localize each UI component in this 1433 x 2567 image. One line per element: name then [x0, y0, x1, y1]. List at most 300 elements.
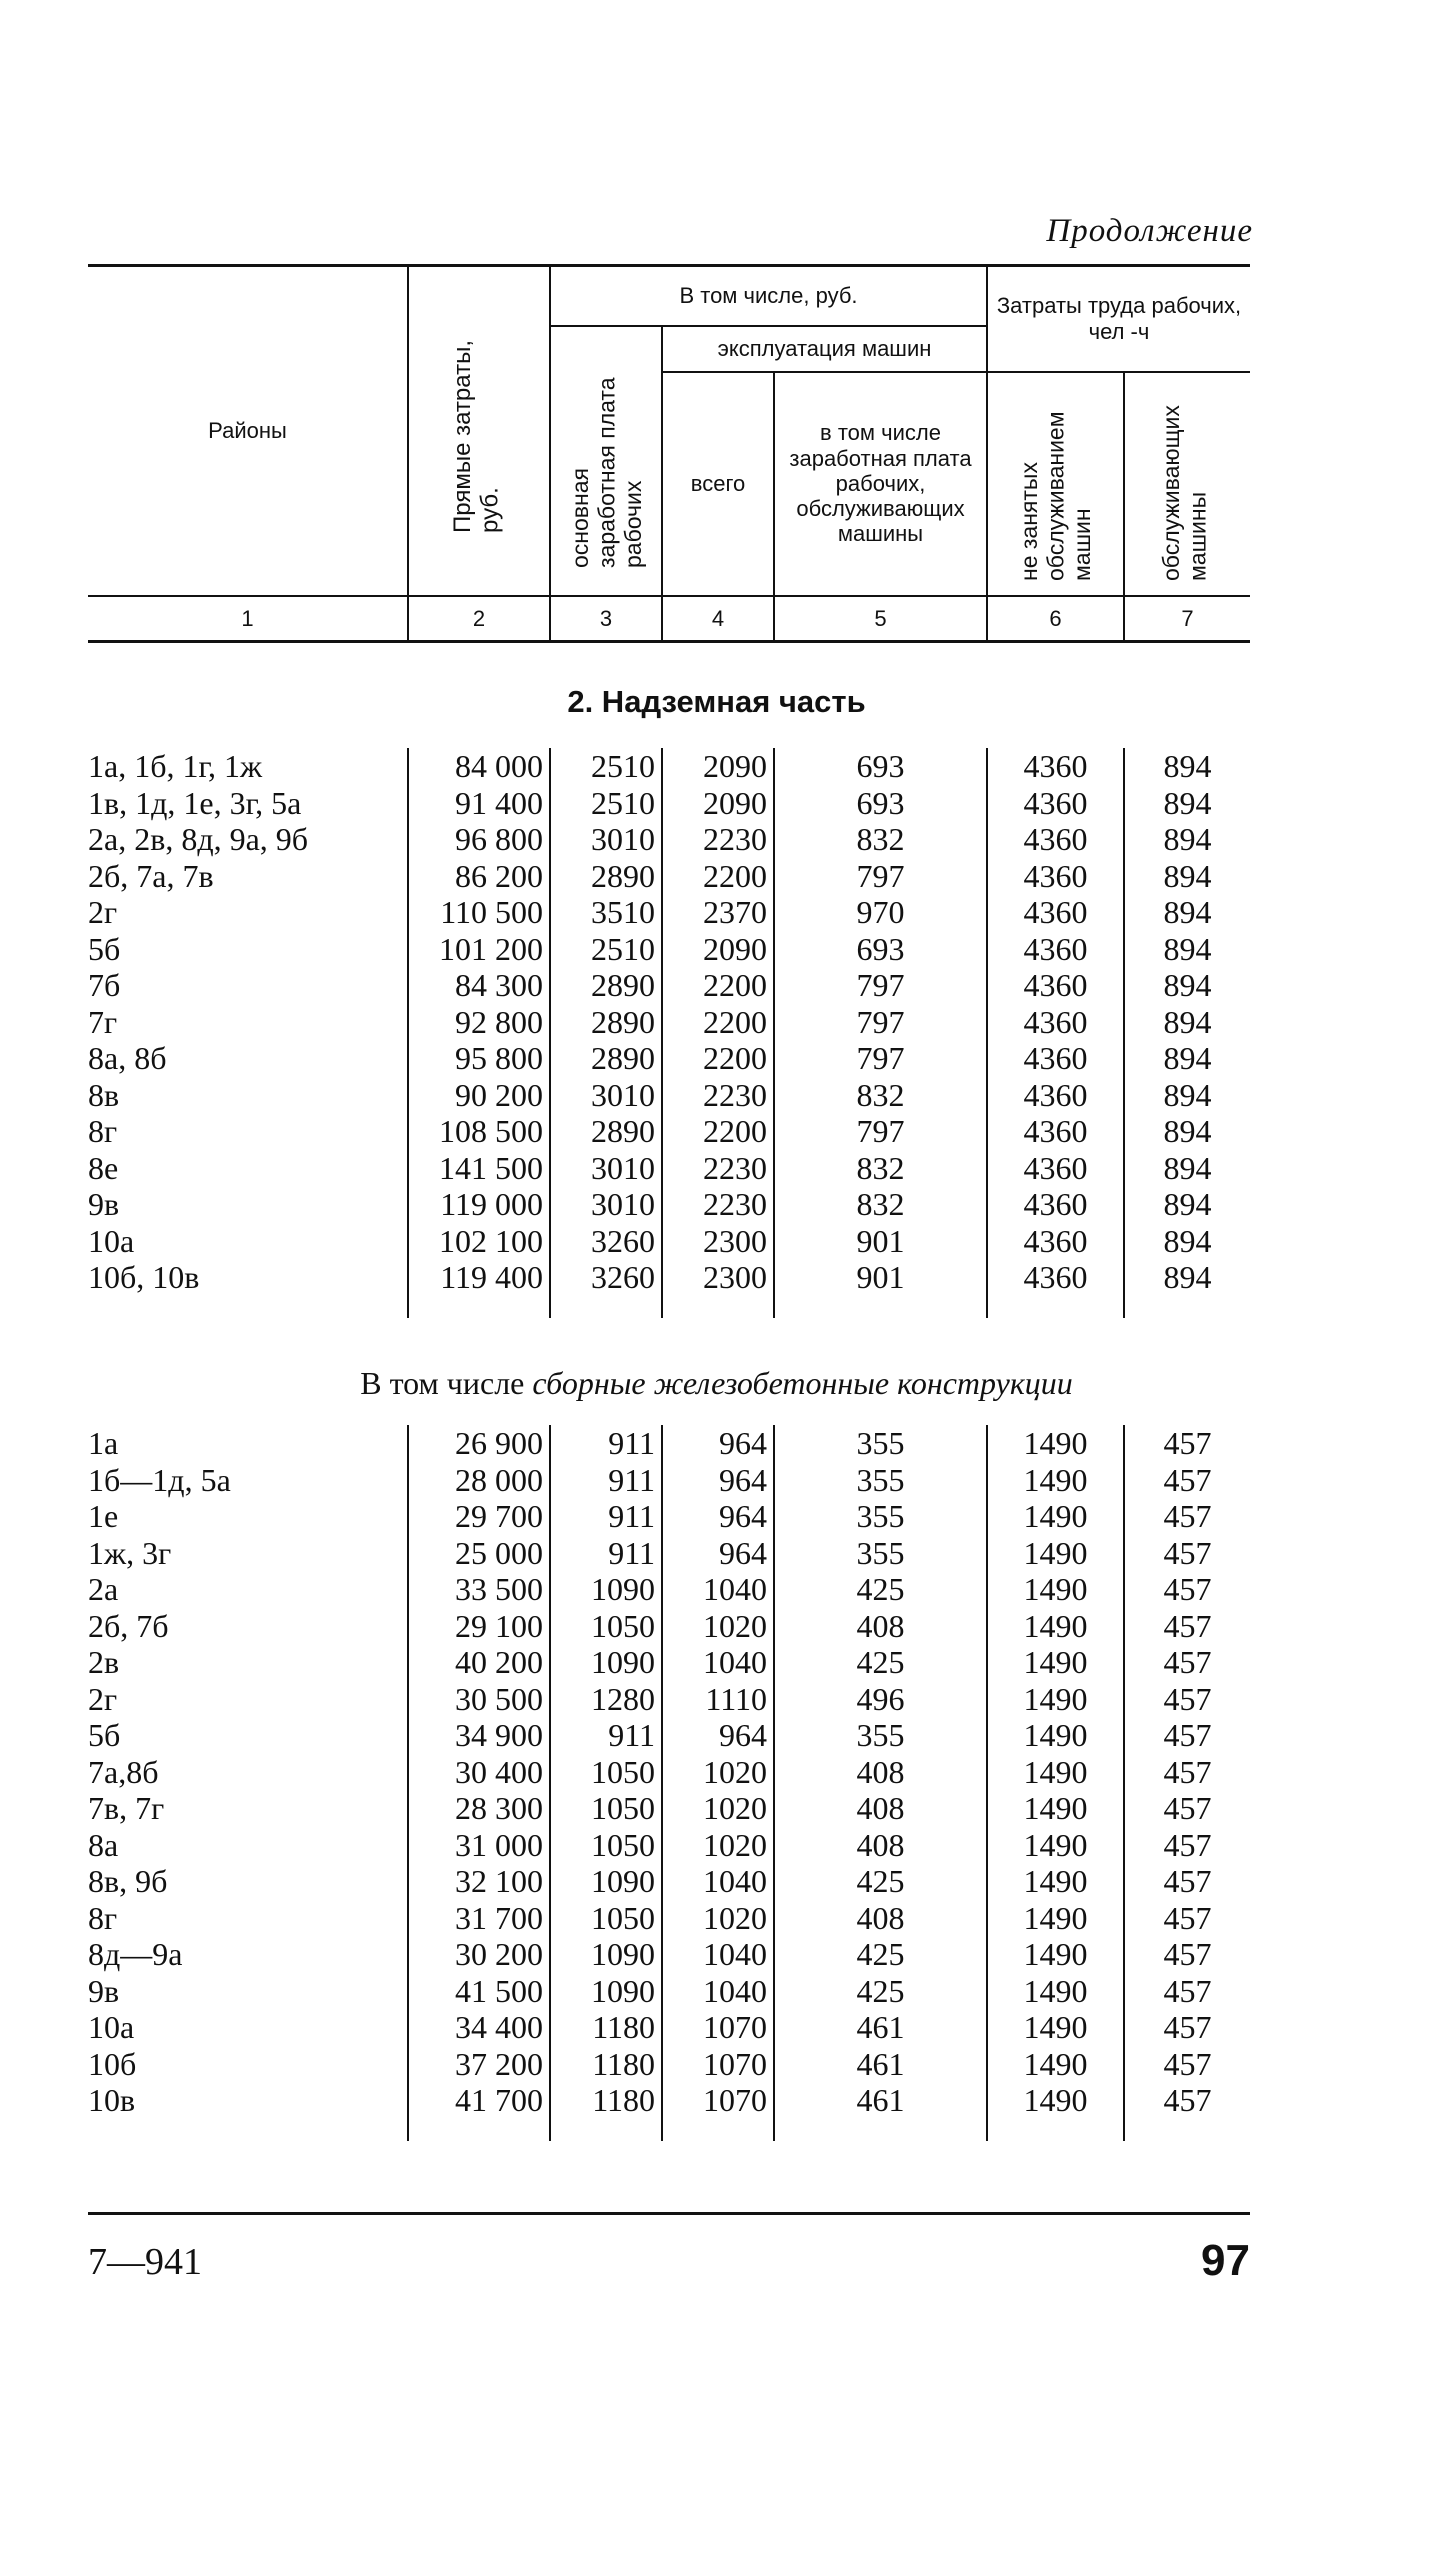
value-cell: 1490	[987, 1973, 1124, 2010]
value-cell: 894	[1124, 931, 1250, 968]
value-cell: 1490	[987, 1754, 1124, 1791]
value-cell: 1020	[662, 1827, 774, 1864]
value-cell: 2090	[662, 748, 774, 785]
value-cell: 2890	[550, 1040, 662, 1077]
value-cell: 693	[774, 748, 987, 785]
value-cell: 797	[774, 967, 987, 1004]
value-cell: 1050	[550, 1790, 662, 1827]
value-cell: 457	[1124, 1608, 1250, 1645]
region-cell: 2б, 7б	[88, 1607, 169, 1644]
table-row	[88, 1936, 1250, 1973]
header-group-labor: Затраты труда рабочих, чел -ч	[987, 266, 1250, 372]
value-cell: 3260	[550, 1259, 662, 1296]
value-cell: 832	[774, 1186, 987, 1223]
column-number: 2	[408, 596, 550, 642]
table-row	[88, 1040, 1250, 1077]
value-cell: 901	[774, 1259, 987, 1296]
value-cell: 2200	[662, 1113, 774, 1150]
value-cell: 911	[550, 1462, 662, 1499]
table-row	[88, 748, 1250, 785]
value-cell: 96 800	[408, 821, 550, 858]
value-cell: 40 200	[408, 1644, 550, 1681]
value-cell: 1040	[662, 1571, 774, 1608]
value-cell: 3010	[550, 1186, 662, 1223]
region-cell: 8г	[88, 1113, 118, 1149]
value-cell: 30 200	[408, 1936, 550, 1973]
value-cell: 2370	[662, 894, 774, 931]
value-cell: 457	[1124, 2046, 1250, 2083]
value-cell: 2200	[662, 1040, 774, 1077]
value-cell: 84 000	[408, 748, 550, 785]
table-row	[88, 1754, 1250, 1791]
value-cell: 457	[1124, 2082, 1250, 2119]
value-cell: 4360	[987, 1186, 1124, 1223]
value-cell: 4360	[987, 967, 1124, 1004]
value-cell: 25 000	[408, 1535, 550, 1572]
value-cell: 797	[774, 1040, 987, 1077]
value-cell: 2890	[550, 858, 662, 895]
value-cell: 894	[1124, 967, 1250, 1004]
header-base-wage	[550, 326, 662, 596]
header-direct-costs-text: Прямые затраты, руб.	[449, 340, 504, 534]
value-cell: 2090	[662, 785, 774, 822]
value-cell: 102 100	[408, 1223, 550, 1260]
value-cell: 797	[774, 858, 987, 895]
region-cell: 10в	[88, 2082, 136, 2118]
section1-title: 2. Надземная часть	[567, 684, 866, 719]
region-cell: 2в	[88, 1644, 120, 1680]
value-cell: 3510	[550, 894, 662, 931]
value-cell: 355	[774, 1498, 987, 1535]
value-cell: 1040	[662, 1973, 774, 2010]
footer-rule	[88, 2212, 1250, 2215]
table-header	[88, 264, 1250, 643]
region-cell: 5б	[88, 930, 121, 967]
value-cell: 3010	[550, 1150, 662, 1187]
column-number: 3	[550, 596, 662, 642]
value-cell: 797	[774, 1113, 987, 1150]
table-row	[88, 2009, 1250, 2046]
value-cell: 4360	[987, 894, 1124, 931]
value-cell: 457	[1124, 1462, 1250, 1499]
value-cell: 1070	[662, 2046, 774, 2083]
value-cell: 1490	[987, 1425, 1124, 1462]
value-cell: 4360	[987, 858, 1124, 895]
value-cell: 408	[774, 1754, 987, 1791]
region-cell: 7а,8б	[88, 1753, 159, 1790]
spacer-row	[88, 2119, 1250, 2141]
region-cell: 9в	[88, 1972, 120, 2009]
table-row	[88, 1425, 1250, 1462]
value-cell: 1490	[987, 2009, 1124, 2046]
value-cell: 1070	[662, 2009, 774, 2046]
section2-title-plain: В том числе	[360, 1365, 525, 1401]
value-cell: 832	[774, 821, 987, 858]
value-cell: 894	[1124, 785, 1250, 822]
value-cell: 1490	[987, 1827, 1124, 1864]
region-cell: 2г	[88, 1680, 118, 1717]
value-cell: 457	[1124, 1681, 1250, 1718]
value-cell: 4360	[987, 1004, 1124, 1041]
value-cell: 1020	[662, 1754, 774, 1791]
value-cell: 964	[662, 1498, 774, 1535]
value-cell: 457	[1124, 1790, 1250, 1827]
value-cell: 894	[1124, 858, 1250, 895]
region-cell: 8д—9а	[88, 1936, 183, 1972]
value-cell: 894	[1124, 1040, 1250, 1077]
header-machine-operator-wage: в том числе заработная плата рабочих, обслуживающих машины	[774, 372, 987, 596]
value-cell: 693	[774, 785, 987, 822]
value-cell: 970	[774, 894, 987, 931]
value-cell: 797	[774, 1004, 987, 1041]
value-cell: 34 400	[408, 2009, 550, 2046]
value-cell: 2230	[662, 821, 774, 858]
table-row	[88, 1827, 1250, 1864]
value-cell: 425	[774, 1571, 987, 1608]
table-row	[88, 1462, 1250, 1499]
value-cell: 2200	[662, 1004, 774, 1041]
value-cell: 457	[1124, 1863, 1250, 1900]
value-cell: 894	[1124, 748, 1250, 785]
value-cell: 2510	[550, 785, 662, 822]
spacer-row	[88, 1296, 1250, 1318]
region-cell: 8в, 9б	[88, 1863, 168, 1899]
continuation-label: Продолжение	[1046, 213, 1253, 249]
value-cell: 457	[1124, 1535, 1250, 1572]
region-cell: 1б—1д, 5а	[88, 1461, 231, 1498]
value-cell: 1490	[987, 1535, 1124, 1572]
value-cell: 1490	[987, 1936, 1124, 1973]
value-cell: 461	[774, 2082, 987, 2119]
value-cell: 894	[1124, 1004, 1250, 1041]
value-cell: 457	[1124, 1936, 1250, 1973]
value-cell: 119 400	[408, 1259, 550, 1296]
value-cell: 28 000	[408, 1462, 550, 1499]
value-cell: 2200	[662, 967, 774, 1004]
value-cell: 31 700	[408, 1900, 550, 1937]
value-cell: 1090	[550, 1644, 662, 1681]
value-cell: 894	[1124, 1113, 1250, 1150]
header-group-machines: эксплуатация машин	[662, 326, 987, 372]
value-cell: 91 400	[408, 785, 550, 822]
value-cell: 408	[774, 1827, 987, 1864]
value-cell: 90 200	[408, 1077, 550, 1114]
value-cell: 1110	[662, 1681, 774, 1718]
value-cell: 4360	[987, 785, 1124, 822]
value-cell: 2890	[550, 1004, 662, 1041]
table-row	[88, 1535, 1250, 1572]
value-cell: 2890	[550, 1113, 662, 1150]
value-cell: 2510	[550, 931, 662, 968]
region-cell: 10б, 10в	[88, 1259, 200, 1295]
region-cell: 7в, 7г	[88, 1790, 165, 1826]
region-cell: 9в	[88, 1186, 120, 1222]
value-cell: 894	[1124, 1150, 1250, 1187]
header-labor-machines-text: обслуживающих машины	[1157, 404, 1210, 581]
region-cell: 8г	[88, 1899, 118, 1936]
value-cell: 4360	[987, 1040, 1124, 1077]
value-cell: 26 900	[408, 1425, 550, 1462]
value-cell: 4360	[987, 1113, 1124, 1150]
region-cell: 2а	[88, 1571, 119, 1607]
value-cell: 1280	[550, 1681, 662, 1718]
column-number: 1	[88, 596, 408, 642]
region-cell: 2б, 7а, 7в	[88, 857, 214, 894]
table-row	[88, 821, 1250, 858]
value-cell: 832	[774, 1077, 987, 1114]
value-cell: 2200	[662, 858, 774, 895]
table-row	[88, 1790, 1250, 1827]
table-row	[88, 1571, 1250, 1608]
table-row	[88, 2082, 1250, 2119]
value-cell: 894	[1124, 1077, 1250, 1114]
value-cell: 2300	[662, 1259, 774, 1296]
section2-title-italic: сборные железобетонные конструкции	[532, 1365, 1073, 1401]
value-cell: 964	[662, 1717, 774, 1754]
value-cell: 29 700	[408, 1498, 550, 1535]
value-cell: 1490	[987, 1498, 1124, 1535]
region-cell: 7б	[88, 967, 121, 1003]
value-cell: 2890	[550, 967, 662, 1004]
value-cell: 30 500	[408, 1681, 550, 1718]
header-regions: Районы	[88, 266, 408, 596]
table-row	[88, 1900, 1250, 1937]
column-number: 6	[987, 596, 1124, 642]
header-labor-machines	[1124, 372, 1250, 596]
region-cell: 8е	[88, 1149, 119, 1186]
value-cell: 1020	[662, 1608, 774, 1645]
value-cell: 1490	[987, 1790, 1124, 1827]
header-labor-not-machines	[987, 372, 1124, 596]
value-cell: 2300	[662, 1223, 774, 1260]
header-direct-costs	[408, 266, 550, 596]
table-row	[88, 785, 1250, 822]
region-cell: 1а	[88, 1425, 119, 1461]
column-number: 7	[1124, 596, 1250, 642]
value-cell: 119 000	[408, 1186, 550, 1223]
value-cell: 911	[550, 1535, 662, 1572]
value-cell: 28 300	[408, 1790, 550, 1827]
value-cell: 84 300	[408, 967, 550, 1004]
value-cell: 461	[774, 2009, 987, 2046]
table-row	[88, 1186, 1250, 1223]
table-row	[88, 2046, 1250, 2083]
region-cell: 10а	[88, 1222, 135, 1259]
value-cell: 4360	[987, 1223, 1124, 1260]
header-group-costs: В том числе, руб.	[550, 266, 987, 326]
value-cell: 3010	[550, 821, 662, 858]
region-cell: 8в	[88, 1076, 120, 1113]
value-cell: 1040	[662, 1936, 774, 1973]
value-cell: 1490	[987, 1681, 1124, 1718]
page-number: 97	[1201, 2236, 1250, 2285]
value-cell: 425	[774, 1863, 987, 1900]
value-cell: 457	[1124, 1498, 1250, 1535]
value-cell: 461	[774, 2046, 987, 2083]
value-cell: 33 500	[408, 1571, 550, 1608]
value-cell: 425	[774, 1973, 987, 2010]
value-cell: 1090	[550, 1936, 662, 1973]
region-cell: 1е	[88, 1498, 119, 1534]
value-cell: 911	[550, 1498, 662, 1535]
value-cell: 1090	[550, 1863, 662, 1900]
header-labor-not-machines-text: не занятых обслуживанием машин	[1015, 411, 1095, 581]
value-cell: 457	[1124, 1900, 1250, 1937]
value-cell: 86 200	[408, 858, 550, 895]
header-base-wage-text: основная заработная плата рабочих	[567, 377, 646, 568]
value-cell: 29 100	[408, 1608, 550, 1645]
table-row	[88, 1004, 1250, 1041]
value-cell: 408	[774, 1608, 987, 1645]
value-cell: 355	[774, 1717, 987, 1754]
value-cell: 1490	[987, 1900, 1124, 1937]
table-row	[88, 1150, 1250, 1187]
table-row	[88, 1077, 1250, 1114]
value-cell: 1490	[987, 1462, 1124, 1499]
value-cell: 1090	[550, 1571, 662, 1608]
value-cell: 2090	[662, 931, 774, 968]
value-cell: 457	[1124, 1571, 1250, 1608]
value-cell: 911	[550, 1717, 662, 1754]
value-cell: 964	[662, 1462, 774, 1499]
table-row	[88, 1644, 1250, 1681]
value-cell: 894	[1124, 894, 1250, 931]
value-cell: 457	[1124, 2009, 1250, 2046]
value-cell: 1040	[662, 1644, 774, 1681]
value-cell: 92 800	[408, 1004, 550, 1041]
value-cell: 34 900	[408, 1717, 550, 1754]
column-number: 5	[774, 596, 987, 642]
value-cell: 3010	[550, 1077, 662, 1114]
value-cell: 901	[774, 1223, 987, 1260]
value-cell: 1490	[987, 1644, 1124, 1681]
value-cell: 894	[1124, 1223, 1250, 1260]
value-cell: 1050	[550, 1900, 662, 1937]
value-cell: 964	[662, 1425, 774, 1462]
section2-table	[88, 1425, 1250, 2141]
table-row	[88, 1223, 1250, 1260]
region-cell: 2а, 2в, 8д, 9а, 9б	[88, 821, 309, 857]
value-cell: 4360	[987, 748, 1124, 785]
value-cell: 457	[1124, 1973, 1250, 2010]
value-cell: 4360	[987, 821, 1124, 858]
value-cell: 1050	[550, 1827, 662, 1864]
header-machines-total: всего	[662, 372, 774, 596]
value-cell: 1040	[662, 1863, 774, 1900]
value-cell: 2230	[662, 1186, 774, 1223]
value-cell: 457	[1124, 1425, 1250, 1462]
value-cell: 355	[774, 1462, 987, 1499]
value-cell: 894	[1124, 821, 1250, 858]
region-cell: 5б	[88, 1717, 121, 1753]
region-cell: 1а, 1б, 1г, 1ж	[88, 748, 263, 784]
value-cell: 1180	[550, 2046, 662, 2083]
value-cell: 355	[774, 1425, 987, 1462]
table-row	[88, 1681, 1250, 1718]
value-cell: 457	[1124, 1717, 1250, 1754]
value-cell: 1090	[550, 1973, 662, 2010]
value-cell: 108 500	[408, 1113, 550, 1150]
value-cell: 425	[774, 1644, 987, 1681]
table-row	[88, 1259, 1250, 1296]
table-row	[88, 931, 1250, 968]
value-cell: 894	[1124, 1186, 1250, 1223]
value-cell: 2230	[662, 1150, 774, 1187]
region-cell: 8а, 8б	[88, 1040, 167, 1076]
value-cell: 1050	[550, 1754, 662, 1791]
value-cell: 2510	[550, 748, 662, 785]
value-cell: 1180	[550, 2082, 662, 2119]
value-cell: 693	[774, 931, 987, 968]
value-cell: 41 700	[408, 2082, 550, 2119]
value-cell: 1490	[987, 2046, 1124, 2083]
table-row	[88, 1498, 1250, 1535]
value-cell: 832	[774, 1150, 987, 1187]
value-cell: 4360	[987, 1077, 1124, 1114]
value-cell: 31 000	[408, 1827, 550, 1864]
table-row	[88, 1113, 1250, 1150]
table-row	[88, 894, 1250, 931]
table-row	[88, 1717, 1250, 1754]
value-cell: 41 500	[408, 1973, 550, 2010]
value-cell: 457	[1124, 1827, 1250, 1864]
section1-table	[88, 748, 1250, 1318]
value-cell: 37 200	[408, 2046, 550, 2083]
column-number: 4	[662, 596, 774, 642]
table-row	[88, 967, 1250, 1004]
value-cell: 95 800	[408, 1040, 550, 1077]
region-cell: 1ж, 3г	[88, 1534, 172, 1571]
value-cell: 1490	[987, 1863, 1124, 1900]
value-cell: 4360	[987, 1150, 1124, 1187]
value-cell: 425	[774, 1936, 987, 1973]
region-cell: 10а	[88, 2009, 135, 2045]
value-cell: 141 500	[408, 1150, 550, 1187]
value-cell: 457	[1124, 1644, 1250, 1681]
value-cell: 32 100	[408, 1863, 550, 1900]
table-row	[88, 858, 1250, 895]
value-cell: 1490	[987, 2082, 1124, 2119]
value-cell: 4360	[987, 1259, 1124, 1296]
value-cell: 1180	[550, 2009, 662, 2046]
value-cell: 4360	[987, 931, 1124, 968]
footer-signature: 7—941	[88, 2241, 202, 2283]
value-cell: 355	[774, 1535, 987, 1572]
value-cell: 408	[774, 1900, 987, 1937]
value-cell: 457	[1124, 1754, 1250, 1791]
table-row	[88, 1973, 1250, 2010]
value-cell: 1490	[987, 1608, 1124, 1645]
value-cell: 964	[662, 1535, 774, 1572]
value-cell: 110 500	[408, 894, 550, 931]
value-cell: 30 400	[408, 1754, 550, 1791]
region-cell: 7г	[88, 1003, 118, 1040]
value-cell: 1490	[987, 1571, 1124, 1608]
value-cell: 101 200	[408, 931, 550, 968]
value-cell: 1070	[662, 2082, 774, 2119]
value-cell: 1020	[662, 1790, 774, 1827]
value-cell: 408	[774, 1790, 987, 1827]
value-cell: 894	[1124, 1259, 1250, 1296]
value-cell: 1050	[550, 1608, 662, 1645]
table-row	[88, 1608, 1250, 1645]
region-cell: 2г	[88, 894, 118, 930]
value-cell: 3260	[550, 1223, 662, 1260]
value-cell: 2230	[662, 1077, 774, 1114]
value-cell: 1490	[987, 1717, 1124, 1754]
region-cell: 1в, 1д, 1е, 3г, 5а	[88, 784, 302, 821]
value-cell: 496	[774, 1681, 987, 1718]
